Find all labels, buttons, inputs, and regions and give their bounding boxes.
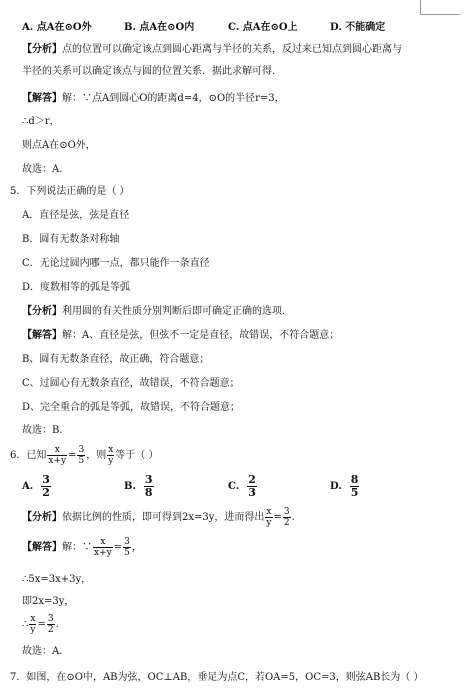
q4-option-b: B. 点A在⊙O内	[124, 22, 195, 33]
analysis-text: 利用圆的有关性质分别判断后即可确定正确的选项．	[62, 306, 292, 317]
solution-text: 解：∵点A到圆心O的距离d=4，⊙O的半径r=3，	[62, 93, 285, 104]
q4-solution-line3: 则点A在⊙O外，	[22, 140, 96, 151]
q4-answer: 故选：A.	[22, 164, 63, 175]
page-corner-mark	[420, 0, 421, 14]
stem-suffix: 等于（ ）	[115, 450, 159, 461]
q6-option-b: B. $\frac{3}{8}$	[124, 473, 153, 499]
q4-solution	[22, 93, 285, 105]
equals-sign: =	[68, 450, 77, 461]
given-ratio: $\frac{3}{5}$	[78, 445, 85, 466]
q6-solution: 【解答】解：∵ $\frac{x}{x+y}$ = $\frac{3}{5}$ ，	[22, 537, 142, 558]
analysis-text: 依据比例的性质，即可得到2x=3y，进而得出	[62, 512, 265, 523]
solution-tag: 【解答】	[22, 93, 62, 104]
q5-stem: 5．下列说法正确的是（ ）	[10, 186, 130, 197]
q6-option-d: D. $\frac{8}{5}$	[330, 473, 359, 499]
q6-option-c: C. $\frac{2}{3}$	[228, 473, 256, 499]
ask-fraction: $\frac{x}{y}$	[108, 445, 114, 466]
q5-option-a: A．直径是弦，弦是直径	[22, 210, 130, 221]
q4-option-a: A. 点A在⊙O外	[22, 22, 92, 33]
q5-solution-line4: D、完全重合的弧是等弧，故错误，不符合题意；	[22, 402, 241, 413]
page-corner-mark	[420, 14, 460, 15]
stem-mid: ，则	[86, 450, 107, 461]
q5-option-b: B．圆有无数条对称轴	[22, 234, 120, 245]
solution-tag: 【解答】	[22, 542, 62, 553]
q6-solution-line4: ∴ $\frac{x}{y}$ = $\frac{3}{2}$ .	[22, 614, 59, 635]
q6-option-a: A. $\frac{3}{2}$	[22, 473, 50, 499]
q6-solution-line3: 即2x=3y，	[22, 596, 75, 607]
q5-answer: 故选：B.	[22, 425, 63, 436]
solution-text: 解：∵	[62, 542, 92, 553]
q6-solution-line2: ∴5x=3x+3y，	[22, 574, 92, 585]
solution-text: 解：A、直径是弦，但弦不一定是直径，故错误，不符合题意；	[62, 330, 340, 341]
q4-analysis	[22, 44, 402, 56]
stem-prefix: 6．已知	[10, 450, 47, 461]
q7-stem: 7．如图，在⊙O中，AB为弦，OC⊥AB，垂足为点C，若OA=5，OC=3，则弦AB长为（ ）	[10, 672, 424, 683]
q5-solution	[22, 330, 339, 342]
q5-analysis	[22, 306, 292, 318]
q5-solution-line2: B、圆有无数条直径，故正确，符合题意；	[22, 354, 210, 365]
q5-solution-line3: C、过圆心有无数条直径，故错误，不符合题意；	[22, 378, 240, 389]
given-fraction: $\frac{x}{x+y}$	[48, 445, 67, 466]
analysis-tag: 【分析】	[22, 44, 62, 55]
q5-option-d: D．度数相等的弧是等弧	[22, 282, 131, 293]
q4-solution-line2: ∴d＞r，	[22, 116, 60, 127]
q4-option-d: D. 不能确定	[330, 22, 386, 33]
q4-option-c: C. 点A在⊙O上	[228, 22, 298, 33]
q5-option-c: C．无论过圆内哪一点，都只能作一条直径	[22, 258, 210, 269]
solution-tag: 【解答】	[22, 330, 62, 341]
q4-analysis-cont: 半径的关系可以确定该点与圆的位置关系．据此求解可得．	[22, 66, 282, 77]
q6-analysis: 【分析】依据比例的性质，即可得到2x=3y，进而得出 $\frac{x}{y}$ = $\frac{3}{2}$ .	[22, 507, 295, 528]
analysis-tag: 【分析】	[22, 512, 62, 523]
analysis-tag: 【分析】	[22, 306, 62, 317]
analysis-text: 点的位置可以确定该点到圆心距离与半径的关系，反过来已知点到圆心距离与	[62, 44, 402, 55]
q6-stem	[10, 444, 158, 468]
q6-answer: 故选：A.	[22, 646, 63, 657]
